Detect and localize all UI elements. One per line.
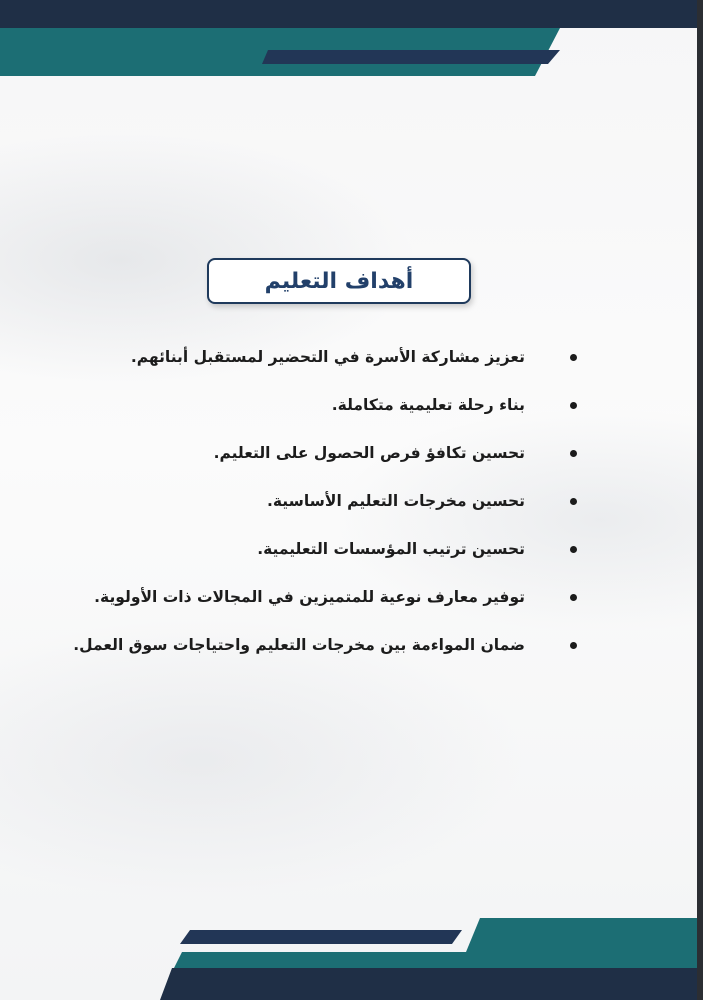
bullet-icon: [570, 642, 577, 649]
top-navy-bar: [262, 50, 560, 64]
goal-text: ضمان المواءمة بين مخرجات التعليم واحتياجات سوق العمل.: [73, 636, 525, 654]
bottom-teal-band: [174, 952, 703, 968]
right-edge-strip: [697, 0, 703, 1000]
list-item: [65, 429, 585, 477]
list-item: [65, 477, 585, 525]
goal-text: بناء رحلة تعليمية متكاملة.: [331, 396, 525, 414]
list-item: [65, 333, 585, 381]
title-box: [207, 258, 471, 304]
list-item: [65, 525, 585, 573]
goal-text: توفير معارف نوعية للمتميزين في المجالات ذات الأولوية.: [94, 588, 525, 606]
top-dark-strip: [0, 0, 703, 28]
bullet-icon: [570, 354, 577, 361]
bottom-navy-bar: [180, 930, 462, 944]
bottom-dark-strip: [160, 968, 703, 1000]
bullet-icon: [570, 450, 577, 457]
bullet-icon: [570, 498, 577, 505]
goal-text: تعزيز مشاركة الأسرة في التحضير لمستقبل أبنائهم.: [130, 348, 525, 366]
list-item: [65, 573, 585, 621]
bottom-teal-corner: [466, 918, 703, 952]
goal-text: تحسين تكافؤ فرص الحصول على التعليم.: [213, 444, 525, 462]
bullet-icon: [570, 402, 577, 409]
page-title: أهداف التعليم: [264, 268, 414, 294]
list-item: [65, 621, 585, 669]
goal-text: تحسين ترتيب المؤسسات التعليمية.: [257, 540, 525, 558]
goals-list: [65, 333, 585, 669]
bullet-icon: [570, 546, 577, 553]
bullet-icon: [570, 594, 577, 601]
list-item: [65, 381, 585, 429]
goal-text: تحسين مخرجات التعليم الأساسية.: [267, 492, 525, 510]
